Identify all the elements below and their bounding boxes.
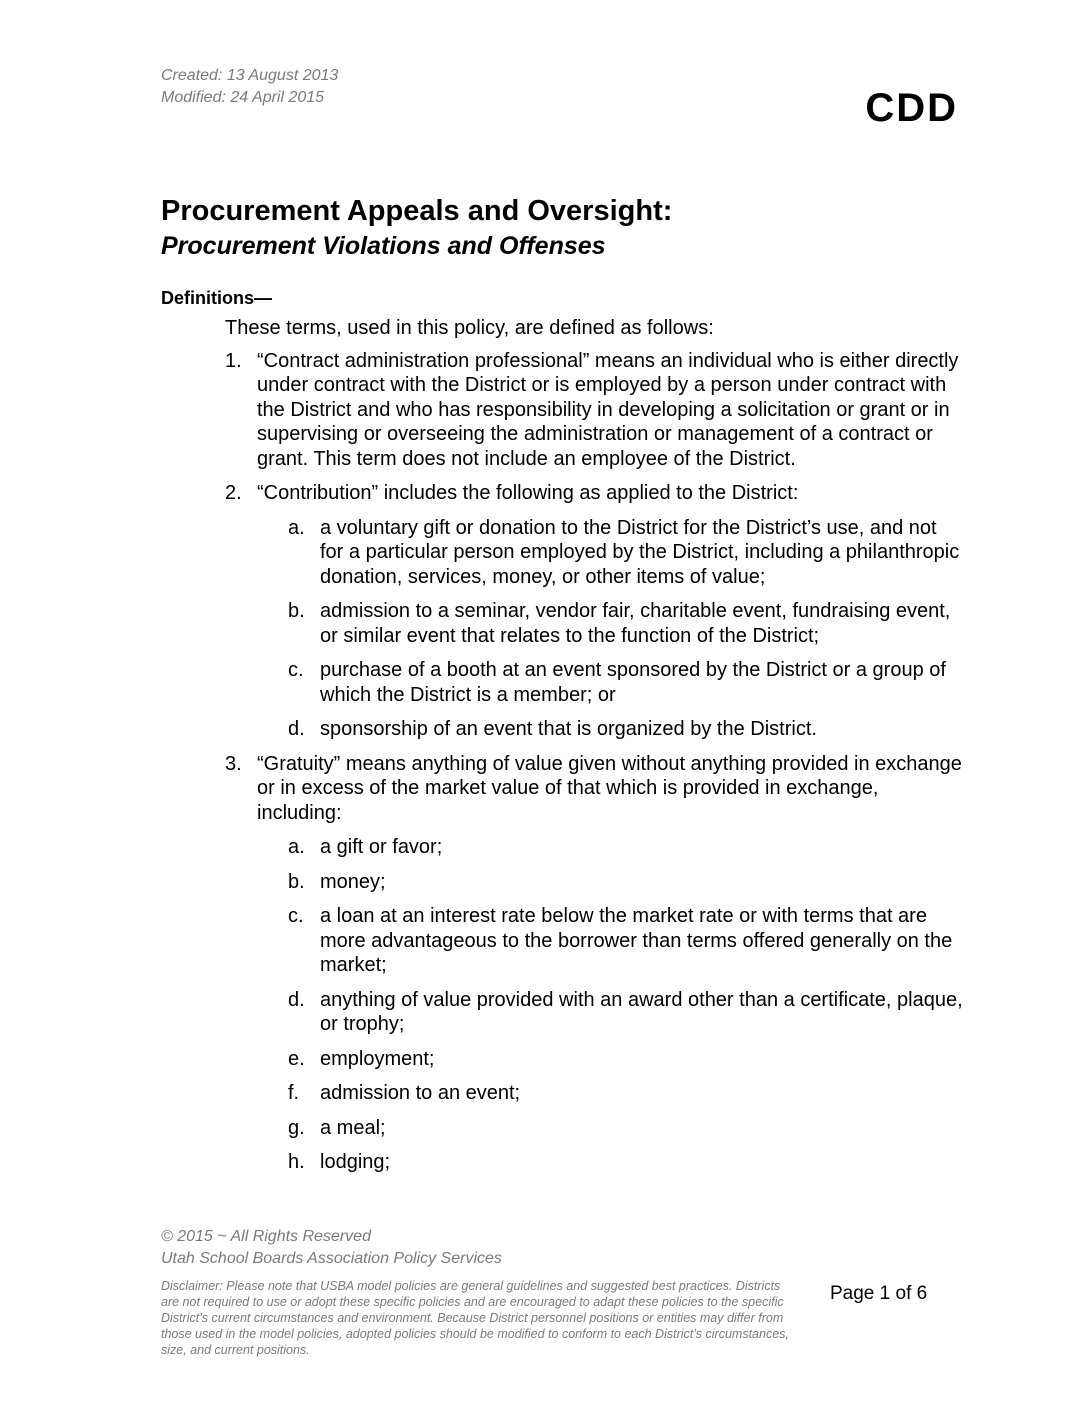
definition-item — [225, 481, 965, 506]
item-number: 2. — [225, 482, 242, 504]
sub-item — [288, 717, 965, 742]
copyright: © 2015 ~ All Rights Reserved — [161, 1228, 371, 1245]
sub-item — [288, 1081, 965, 1106]
item-number: 1. — [225, 349, 242, 372]
definitions-body — [225, 316, 965, 1185]
sub-letter: c. — [288, 905, 304, 927]
sub-letter: c. — [288, 659, 304, 681]
policy-code: CDD — [865, 86, 958, 130]
item-text: “Contract administration professional” means an individual who is either directly under contract with the District or is employed by a person under contract with the District and who has responsibility in developing a solicitation or grant or in supervising or overseeing the administration or management of a contract or grant. This term does not include an employee of the District. — [257, 349, 959, 470]
sub-item — [288, 599, 965, 648]
item-text: “Contribution” includes the following as applied to the District: — [257, 482, 799, 504]
sub-text: sponsorship of an event that is organized by the District. — [320, 718, 817, 740]
sub-item — [288, 835, 965, 860]
page-subtitle: Procurement Violations and Offenses — [161, 232, 606, 260]
sub-letter: f. — [288, 1082, 300, 1104]
sub-text: a gift or favor; — [320, 836, 443, 858]
definitions-heading: Definitions— — [161, 288, 272, 308]
sub-text: purchase of a booth at an event sponsored by the District or a group of which the District is a member; or — [320, 659, 946, 706]
item-text: “Gratuity” means anything of value given without anything provided in exchange or in excess of the market value of that which is provided in exchange, including: — [257, 752, 962, 824]
sub-letter: d. — [288, 718, 305, 740]
footer — [161, 1226, 502, 1270]
sub-item — [288, 658, 965, 707]
document-meta — [161, 65, 338, 109]
modified-date: Modified: 24 April 2015 — [161, 89, 325, 106]
sub-text: anything of value provided with an award other than a certificate, plaque, or trophy; — [320, 988, 963, 1035]
sub-list — [288, 516, 965, 742]
sub-text: admission to a seminar, vendor fair, charitable event, fundraising event, or similar event that relates to the function of the District; — [320, 600, 951, 647]
organization: Utah School Boards Association Policy Services — [161, 1250, 502, 1267]
sub-text: a meal; — [320, 1116, 386, 1139]
sub-item — [288, 1116, 965, 1141]
sub-text: a loan at an interest rate below the market rate or with terms that are more advantageous to the borrower than terms offered generally on the market; — [320, 905, 953, 976]
sub-letter: a. — [288, 516, 305, 539]
page-title: Procurement Appeals and Oversight: — [161, 195, 673, 227]
sub-list — [288, 835, 965, 1175]
item-number: 3. — [225, 752, 242, 775]
disclaimer: Disclaimer: Please note that USBA model policies are general guidelines and suggested best practices. Districts are not required to use or adopt these specific policies and are encouraged to adapt these policies to the specific District’s current circumstances and environment. Because District personnel positions or entities may differ from those used in the model policies, adopted policies should be modified to conform to each District’s circumstances, size, and current positions. — [161, 1279, 789, 1357]
sub-letter: e. — [288, 1047, 305, 1070]
sub-item — [288, 904, 965, 978]
sub-text: employment; — [320, 1047, 435, 1070]
sub-letter: h. — [288, 1151, 305, 1173]
definition-item — [225, 752, 965, 826]
definition-item — [225, 349, 965, 472]
sub-item — [288, 1150, 965, 1175]
sub-item — [288, 516, 965, 590]
sub-letter: g. — [288, 1116, 305, 1139]
sub-text: a voluntary gift or donation to the District for the District’s use, and not for a particular person employed by the District, including a philanthropic donation, services, money, or other items of value; — [320, 516, 960, 588]
sub-letter: b. — [288, 870, 305, 893]
sub-item — [288, 988, 965, 1037]
sub-item — [288, 870, 965, 895]
sub-text: lodging; — [320, 1151, 391, 1173]
sub-item — [288, 1047, 965, 1072]
intro-text: These terms, used in this policy, are defined as follows: — [225, 317, 714, 339]
sub-letter: b. — [288, 600, 305, 622]
sub-text: admission to an event; — [320, 1082, 521, 1104]
page-number: Page 1 of 6 — [830, 1283, 928, 1304]
sub-text: money; — [320, 870, 386, 893]
sub-letter: d. — [288, 988, 305, 1011]
sub-letter: a. — [288, 836, 305, 858]
created-date: Created: 13 August 2013 — [161, 67, 339, 84]
